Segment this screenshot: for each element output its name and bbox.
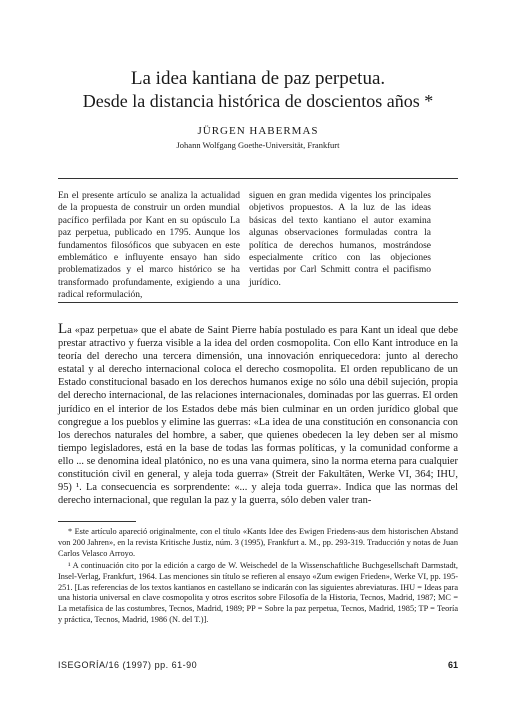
article-title: La idea kantiana de paz perpetua. [130,68,386,89]
footnote-asterisk: * Este artículo apareció originalmente, con el título «Kants Idee des Ewigen Friedens-aus dem historischen Abstand von 200 Jahren», en la revista Kritische Justiz, núm. 3 (1995), Frankfurt a. M., pp. 293-319. Traducción y notas de Juan Carlos Velasco Arroyo. [58,527,458,558]
journal-name: ISEGORÍA/16 (1997) [58,660,152,670]
abstract-right-text: siguen en gran medida vigentes los principales objetivos propuestos. A la luz de las ideas básicas del texto kantiano el autor examina algunas observaciones formuladas contra la política de derechos humanos, mostrándose especialmente crítico con las objeciones vertidas por Carl Schmitt contra el pacifismo jurídico. [249,191,431,288]
author-name: JÜRGEN HABERMAS [197,125,319,137]
page-number: 61 [447,660,458,670]
journal-citation [58,660,197,670]
abstract-left-column [58,190,240,302]
title-block [40,68,476,151]
abstract-top-rule [58,178,458,179]
body-paragraph [58,323,458,507]
abstract-bottom-rule [58,302,458,303]
footnote-1: ¹ A continuación cito por la edición a cargo de W. Weischedel de la Wissenschaftliche Buchgesellschaft Darmstadt, Insel-Verlag, Frankfurt, 1964. Las menciones sin título se refieren al ensayo «Zum ewigen Frieden», Werke VI, pp. 195-251. [Las referencias de los textos kantianos en castellano se indicarán con las siguientes abreviaturas. IHU = Ideas para una historia universal en clave cosmopolita y otros escritos sobre Filosofía de la Historia, Tecnos, Madrid, 1987; MC = La metafísica de las costumbres, Tecnos, Madrid, 1989; PP = Sobre la paz perpetua, Tecnos, Madrid, 1985; TP = Teoría y práctica, Tecnos, Madrid, 1986 (N. del T.)]. [58,560,458,625]
journal-pages: pp. 61-90 [154,660,198,670]
abstract-right-column [249,190,431,289]
footnotes [58,527,458,627]
footnote-rule [58,521,136,522]
abstract-left-text: En el presente artículo se analiza la actualidad de la propuesta de construir un orden mundial pacífico perfilada por Kant en su opúsculo La paz perpetua, publicado en 1795. Aunque los fundamentos filosóficos que subyacen en este emblemático e influyente ensayo han sido problematizados y el marco histórico se ha transformado profundamente, exigiendo a una radical reformulación, [58,191,240,301]
author-affiliation: Johann Wolfgang Goethe-Universität, Frankfurt [176,140,340,150]
body-text [58,323,458,507]
body-paragraph-text: a «paz perpetua» que el abate de Saint Pierre había postulado es para Kant un ideal que debe prestar atractivo y fuerza visible a la idea del orden cosmopolita. Con ello Kant introduce en la teoría del derecho una tercera dimensión, una innovación enriquecedora: junto al derecho estatal y al derecho internacional coloca el derecho cosmopolita. El orden republicano de un Estado constitucional basado en los derechos humanos exige no sólo una débil sujeción, propia del derecho internacional, de las relaciones internacionales, dominadas por las guerras. El orden jurídico en el interior de los Estados debe más bien culminar en un orden jurídico global que congregue a los pueblos y elimine las guerras: «La idea de una constitución en consonancia con los derechos naturales del hombre, a saber, que quienes obedecen la ley deben ser al mismo tiempo legisladores, está en la base de todas las formas políticas, y la comunidad conforme a ello ... se denomina ideal platónico, no es una vana quimera, sino la norma eterna para cualquier constitución civil en general, y aleja toda guerra» (Streit der Fakultäten, Werke VI, 364; IHU, 95) ¹. La consecuencia es sorprendente: «... y aleja toda guerra». Indica que las normas del derecho internacional, que regulan la paz y la guerra, sólo deben valer tran- [58,325,458,507]
article-subtitle: Desde la distancia histórica de doscientos años * [82,91,434,111]
drop-cap: L [58,321,68,337]
